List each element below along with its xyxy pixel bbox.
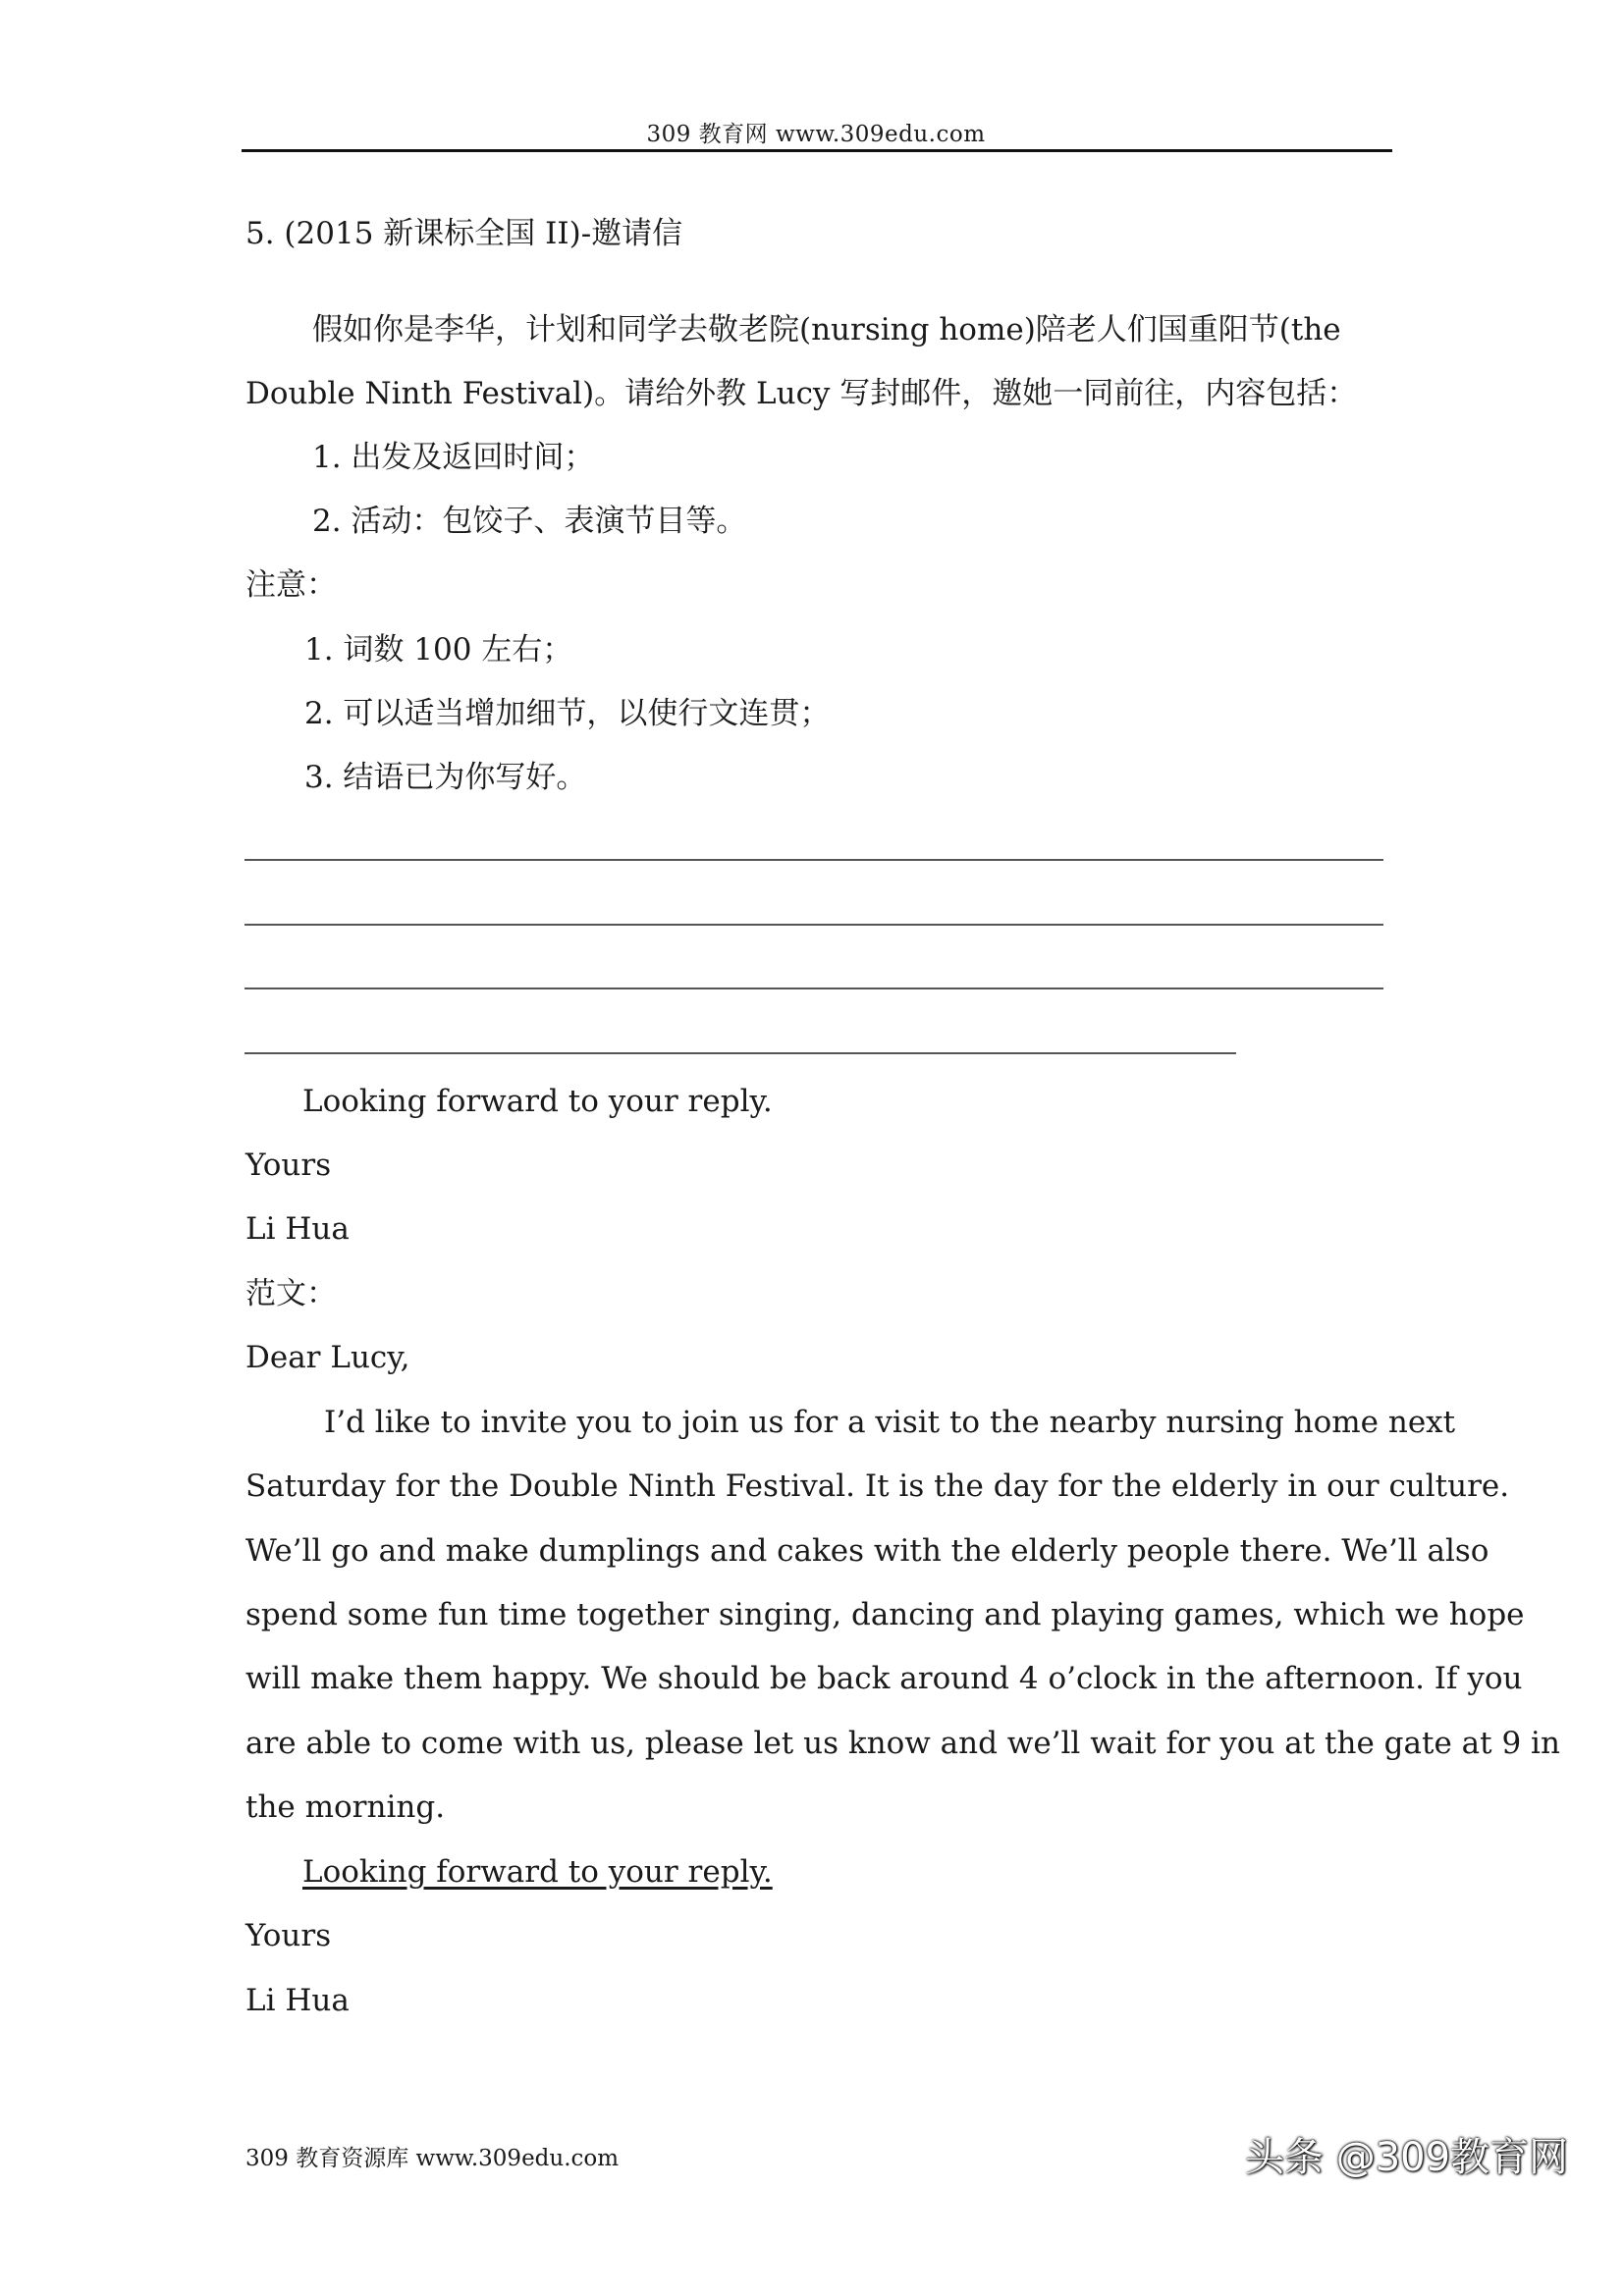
sample-body-line: spend some fun time together singing, dancing and playing games, which we hope (245, 1597, 1525, 1632)
answer-line (244, 924, 1383, 926)
note-item: 1. 词数 100 左右； (304, 632, 573, 667)
closing-name: Li Hua (245, 1211, 350, 1247)
sample-salutation: Dear Lucy, (245, 1340, 410, 1375)
sample-body-line: are able to come with us, please let us know and we’ll wait for you at the gate at 9 in (245, 1726, 1560, 1761)
sample-body-line: will make them happy. We should be back around 4 o’clock in the afternoon. If you (245, 1661, 1523, 1696)
sample-closing-yours: Yours (245, 1918, 332, 1953)
closing-line: Looking forward to your reply. (302, 1084, 773, 1119)
sample-body-line: We’ll go and make dumplings and cakes with the elderly people there. We’ll also (245, 1533, 1489, 1569)
page-footer: 309 教育资源库 www.309edu.com (245, 2146, 620, 2171)
sample-body-line: I’d like to invite you to join us for a visit to the nearby nursing home next (324, 1405, 1456, 1440)
note-item: 3. 结语已为你写好。 (304, 760, 587, 795)
content-item: 1. 出发及返回时间； (312, 440, 595, 475)
sample-closing-line: Looking forward to your reply. (302, 1854, 773, 1890)
notes-label: 注意： (245, 567, 337, 603)
prompt-line-2: Double Ninth Festival)。请给外教 Lucy 写封邮件，邀她一同前往，内容包括： (245, 376, 1358, 411)
watermark: 头条 @309教育网 (1245, 2135, 1569, 2180)
answer-line (244, 988, 1383, 989)
sample-body-line: Saturday for the Double Ninth Festival. It is the day for the elderly in our culture. (245, 1468, 1510, 1504)
sample-closing-name: Li Hua (245, 1983, 350, 2018)
question-title: 5. (2015 新课标全国 II)-邀请信 (245, 216, 683, 251)
page-header: 309 教育网 www.309edu.com (646, 122, 986, 147)
sample-body-line: the morning. (245, 1789, 446, 1825)
note-item: 2. 可以适当增加细节，以使行文连贯； (304, 696, 831, 731)
header-rule (242, 149, 1392, 152)
answer-line (244, 1052, 1236, 1054)
answer-line (244, 859, 1383, 861)
content-item: 2. 活动：包饺子、表演节目等。 (312, 504, 747, 539)
sample-label: 范文： (245, 1276, 337, 1311)
prompt-line-1: 假如你是李华，计划和同学去敬老院(nursing home)陪老人们国重阳节(the (312, 312, 1341, 347)
closing-yours: Yours (245, 1148, 332, 1183)
